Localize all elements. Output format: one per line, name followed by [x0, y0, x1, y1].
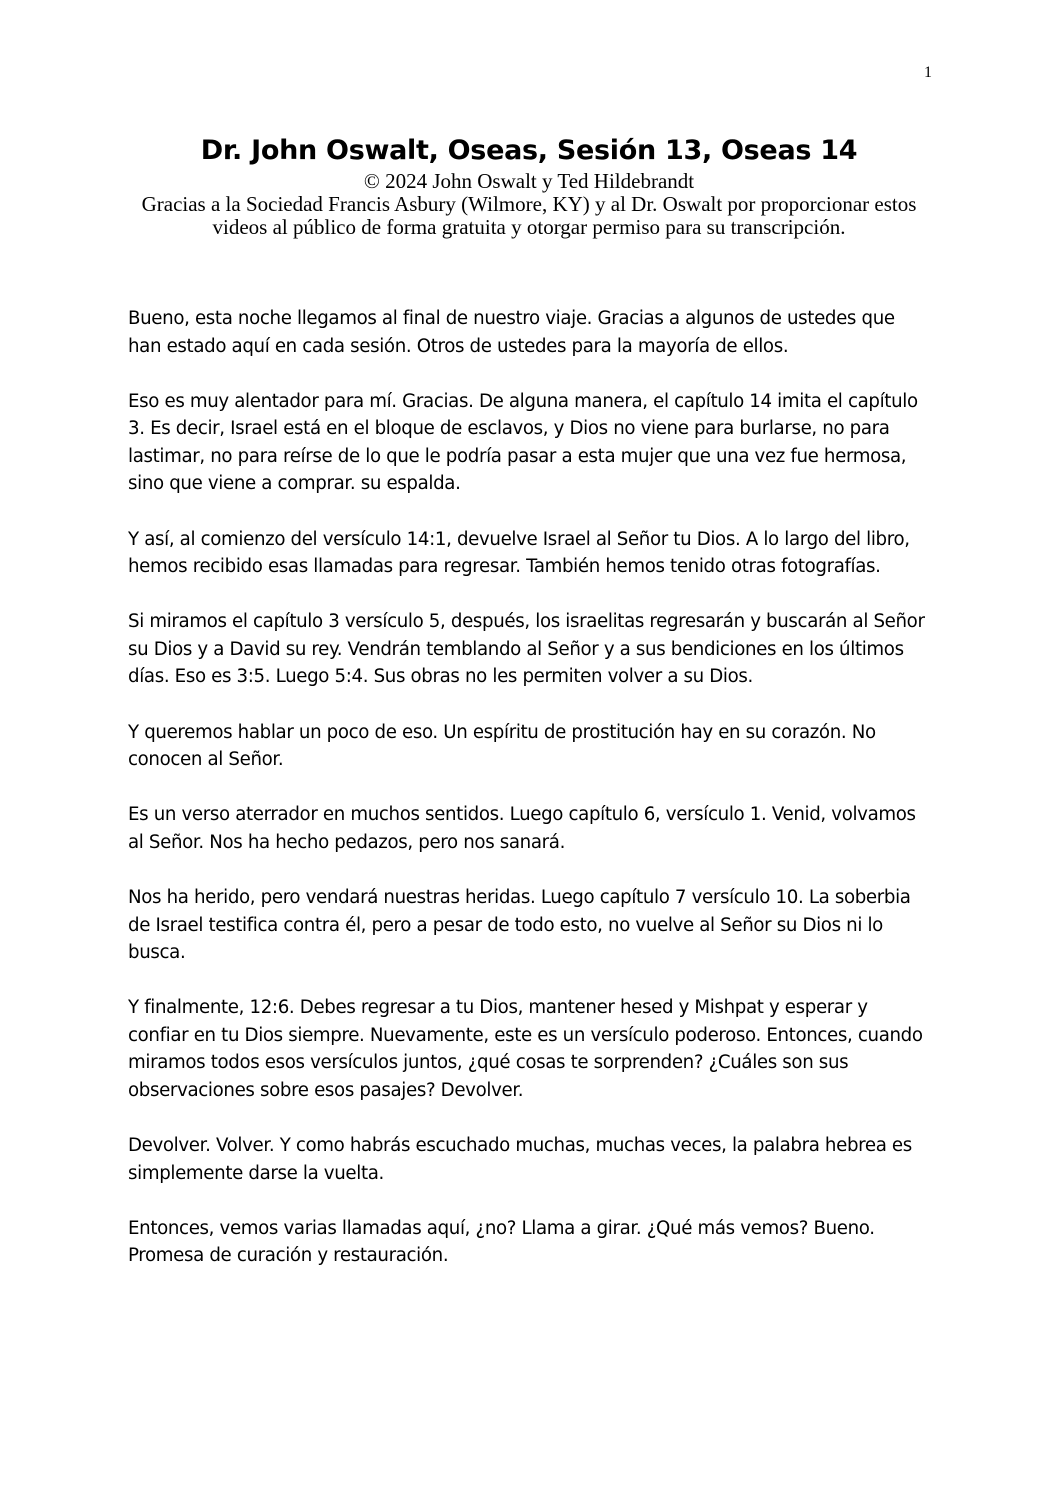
- acknowledgement: Gracias a la Sociedad Francis Asbury (Wilmore, KY) y al Dr. Oswalt por proporcionar estos videos al público de forma gratuita y otorgar permiso para su transcripción.: [141, 192, 917, 239]
- paragraph: Y así, al comienzo del versículo 14:1, devuelve Israel al Señor tu Dios. A lo largo del libro, hemos recibido esas llamadas para regresar. También hemos tenido otras fotografías.: [128, 528, 910, 578]
- paragraph: Si miramos el capítulo 3 versículo 5, después, los israelitas regresarán y buscarán al Señor su Dios y a David su rey. Vendrán temblando al Señor y a sus bendiciones en los últimos días. Eso es 3:5. Luego 5:4. Sus obras no les permiten volver a su Dios.: [128, 611, 925, 688]
- paragraph: Devolver. Volver. Y como habrás escuchado muchas, muchas veces, la palabra hebrea es simplemente darse la vuelta.: [128, 1135, 912, 1184]
- document-header: [128, 132, 930, 239]
- page-number: 1: [924, 64, 932, 81]
- paragraph: Y queremos hablar un poco de eso. Un espíritu de prostitución hay en su corazón. No conocen al Señor.: [128, 721, 876, 771]
- copyright-line: © 2024 John Oswalt y Ted Hildebrandt: [363, 169, 695, 193]
- document-title: Dr. John Oswalt, Oseas, Sesión 13, Oseas 14: [200, 135, 858, 166]
- paragraph: Nos ha herido, pero vendará nuestras heridas. Luego capítulo 7 versículo 10. La soberbia de Israel testifica contra él, pero a pesar de todo esto, no vuelve al Señor su Dios ni lo busca.: [128, 886, 911, 964]
- paragraph: Es un verso aterrador en muchos sentidos. Luego capítulo 6, versículo 1. Venid, volvamos al Señor. Nos ha hecho pedazos, pero nos sanará.: [128, 804, 916, 853]
- paragraph: Y finalmente, 12:6. Debes regresar a tu Dios, mantener hesed y Mishpat y esperar y confiar en tu Dios siempre. Nuevamente, este es un versículo poderoso. Entonces, cuando miramos todos esos versículos juntos, ¿qué cosas te sorprenden? ¿Cuáles son sus observaciones sobre esos pasajes? Devolver.: [128, 997, 923, 1101]
- transcript-body: [128, 305, 930, 1297]
- paragraph: Eso es muy alentador para mí. Gracias. De alguna manera, el capítulo 14 imita el capítulo 3. Es decir, Israel está en el bloque de esclavos, y Dios no viene para burlarse, no para lastimar, no para reírse de lo que le podría pasar a esta mujer que una vez fue hermosa, sino que viene a comprar. su espalda.: [128, 390, 918, 495]
- paragraph: Bueno, esta noche llegamos al final de nuestro viaje. Gracias a algunos de ustedes que han estado aquí en cada sesión. Otros de ustedes para la mayoría de ellos.: [128, 308, 895, 357]
- paragraph: Entonces, vemos varias llamadas aquí, ¿no? Llama a girar. ¿Qué más vemos? Bueno. Promesa de curación y restauración.: [128, 1217, 875, 1267]
